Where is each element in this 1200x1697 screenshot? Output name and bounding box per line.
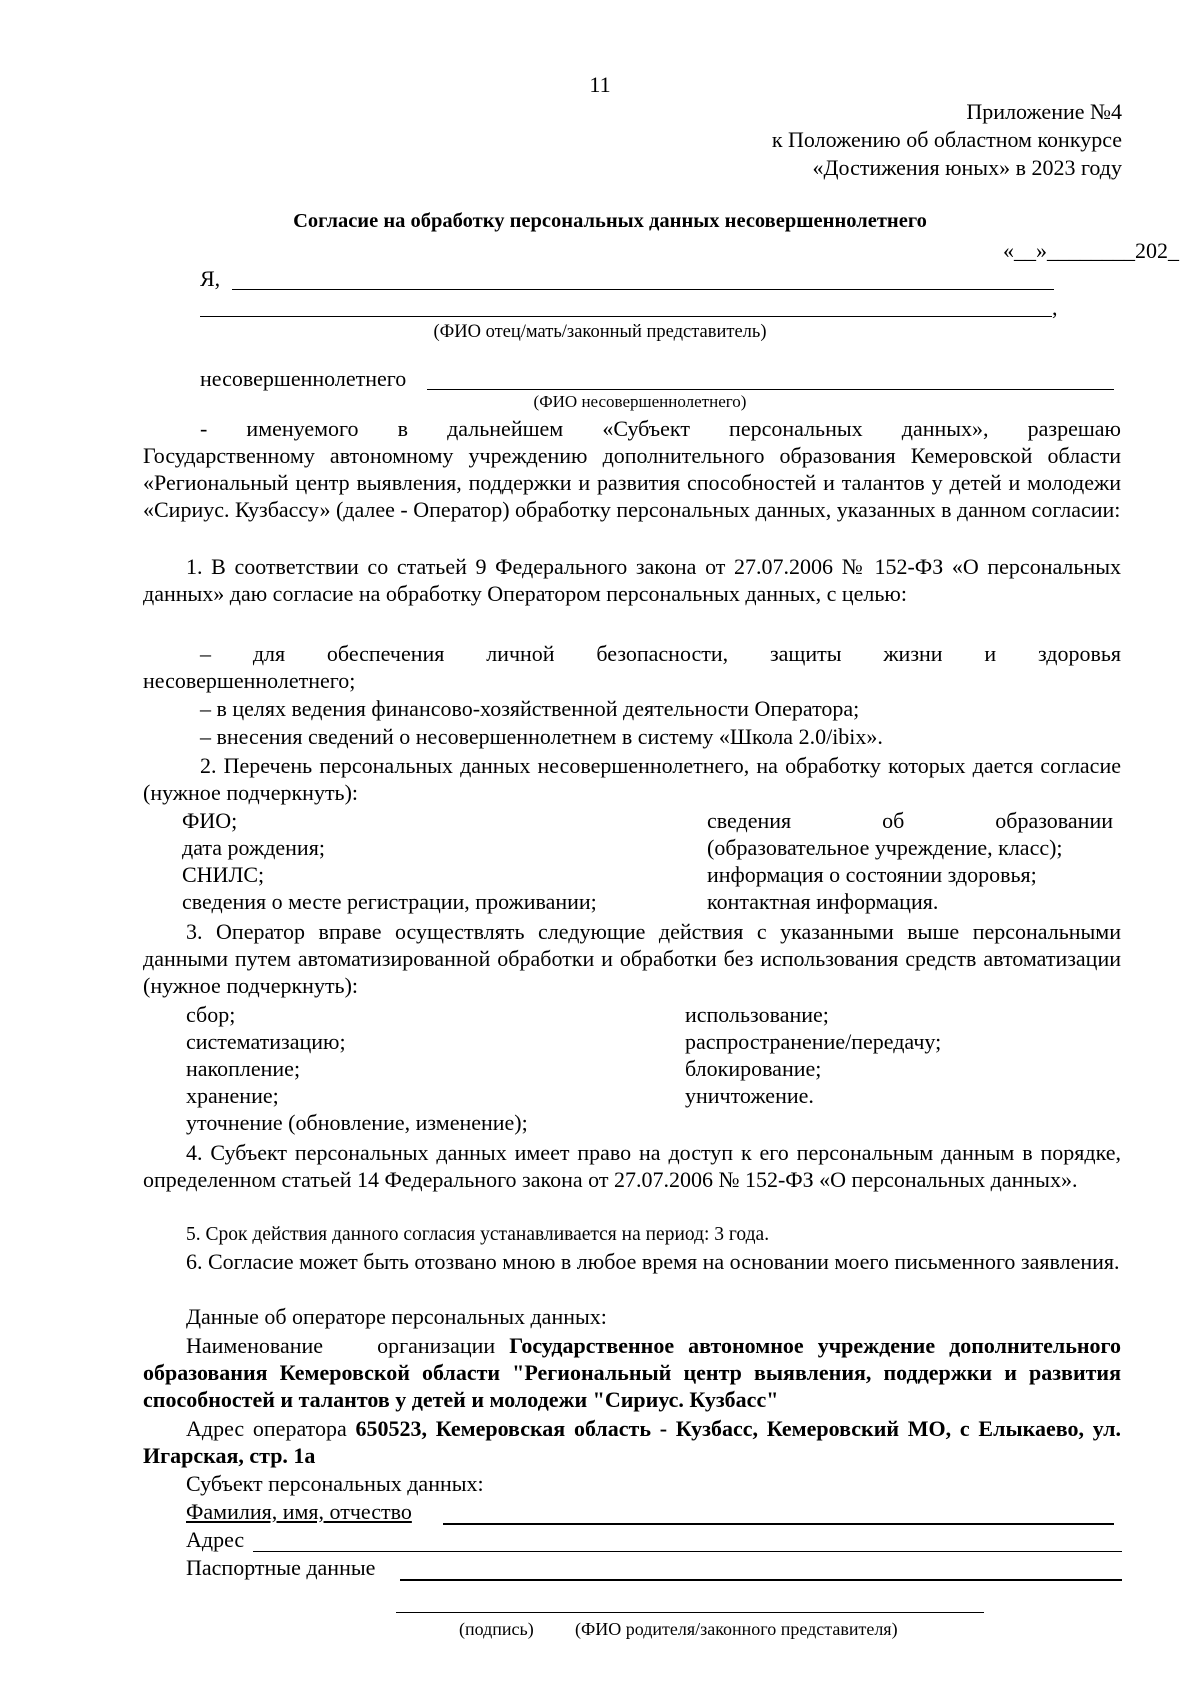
- operator-address: [143, 1415, 1121, 1469]
- data-snils[interactable]: СНИЛС;: [182, 862, 265, 887]
- item-1: 1. В соответствии со статьей 9 Федерального закона от 27.07.2006 № 152-ФЗ «О персональных данных» даю согласие на обработку Оператором персональных данных, с целью:: [143, 554, 1121, 606]
- page-number: 11: [589, 72, 611, 97]
- purpose-1-cont: несовершеннолетнего;: [143, 668, 356, 693]
- subject-passport-line[interactable]: [400, 1579, 1122, 1581]
- comma: ,: [1052, 295, 1058, 320]
- action-destroy[interactable]: уничтожение.: [685, 1083, 814, 1108]
- subject-heading: Субъект персональных данных:: [186, 1471, 484, 1496]
- operator-name: [143, 1332, 1121, 1413]
- minor-caption: (ФИО несовершеннолетнего): [533, 392, 747, 411]
- action-transfer[interactable]: распространение/передачу;: [685, 1029, 942, 1054]
- data-contacts[interactable]: контактная информация.: [707, 889, 939, 914]
- subject-passport-label: Паспортные данные: [186, 1555, 376, 1580]
- item-3: 3. Оператор вправе осуществлять следующие действия с указанными выше персональными данными путем автоматизированной обработки и обработки без использования средств автоматизации (нужное подчеркнуть):: [143, 919, 1121, 998]
- data-education-detail[interactable]: (образовательное учреждение, класс);: [707, 835, 1063, 860]
- appendix-reference: к Положению об областном конкурсе: [771, 127, 1122, 152]
- operator-heading: Данные об операторе персональных данных:: [186, 1304, 607, 1329]
- date-field[interactable]: «__»________202_: [1003, 238, 1179, 263]
- purpose-2: – в целях ведения финансово-хозяйственной деятельности Оператора;: [200, 696, 860, 721]
- minor-label: несовершеннолетнего: [200, 366, 407, 391]
- intro-line-1: - именуемого в дальнейшем «Субъект персональных данных», разрешаю: [200, 416, 1121, 441]
- action-collect[interactable]: сбор;: [186, 1002, 236, 1027]
- data-education[interactable]: сведения об образовании: [707, 808, 1113, 833]
- action-use[interactable]: использование;: [685, 1002, 829, 1027]
- data-registration[interactable]: сведения о месте регистрации, проживании;: [182, 889, 597, 914]
- action-accumulate[interactable]: накопление;: [186, 1056, 301, 1081]
- action-store[interactable]: хранение;: [186, 1083, 279, 1108]
- operator-address-value: 650523, Кемеровская область - Кузбасс, Кемеровский МО, с Елыкаево, ул. Игарская, стр. 1а: [143, 1416, 1121, 1468]
- purpose-3: – внесения сведений о несовершеннолетнем в систему «Школа 2.0/ibix».: [200, 724, 883, 749]
- intro-paragraph: Государственному автономному учреждению дополнительного образования Кемеровской области «Региональный центр выявления, поддержки и развития способностей и талантов у детей и молодежи «Сириус. Кузбассу» (далее - Оператор) обработку персональных данных, указанных в данном согласии:: [143, 443, 1121, 522]
- action-block[interactable]: блокирование;: [685, 1056, 822, 1081]
- item-2: 2. Перечень персональных данных несовершеннолетнего, на обработку которых дается согласие (нужное подчеркнуть):: [143, 753, 1121, 805]
- parent-name-line-2[interactable]: [200, 316, 1052, 317]
- subject-fio-line[interactable]: [443, 1523, 1114, 1525]
- item-6: 6. Согласие может быть отозвано мною в любое время на основании моего письменного заявления.: [186, 1249, 1120, 1274]
- action-update[interactable]: уточнение (обновление, изменение);: [186, 1110, 528, 1135]
- appendix-contest: «Достижения юных» в 2023 году: [812, 155, 1122, 180]
- document-title: Согласие на обработку персональных данных несовершеннолетнего: [293, 210, 927, 232]
- minor-name-line[interactable]: [427, 389, 1114, 390]
- subject-fio-label: Фамилия, имя, отчество: [186, 1499, 412, 1524]
- operator-name-value: Государственное автономное учреждение дополнительного образования Кемеровской области "Региональный центр выявления, поддержки и развития способностей и талантов у детей и молодежи "Сириус. Кузбасс": [143, 1333, 1122, 1412]
- subject-address-label: Адрес: [186, 1527, 245, 1552]
- signature-caption: (подпись): [459, 1619, 534, 1639]
- data-birthdate[interactable]: дата рождения;: [182, 835, 325, 860]
- data-fio[interactable]: ФИО;: [182, 808, 238, 833]
- i-label: Я,: [200, 266, 221, 291]
- parent-name-line-1[interactable]: [232, 289, 1054, 290]
- appendix-label: Приложение №4: [966, 99, 1122, 124]
- signature-line[interactable]: [396, 1612, 984, 1613]
- action-systematize[interactable]: систематизацию;: [186, 1029, 346, 1054]
- parent-caption: (ФИО отец/мать/законный представитель): [433, 322, 767, 342]
- signature-name-caption: (ФИО родителя/законного представителя): [575, 1619, 898, 1639]
- operator-name-label: Наименование организации: [186, 1333, 496, 1358]
- item-4: 4. Субъект персональных данных имеет право на доступ к его персональным данным в порядке, определенном статьей 14 Федерального закона от 27.07.2006 № 152-ФЗ «О персональных данных».: [143, 1140, 1121, 1192]
- item-5: 5. Срок действия данного согласия устанавливается на период: 3 года.: [186, 1224, 770, 1245]
- subject-address-line[interactable]: [253, 1551, 1122, 1552]
- operator-address-label: Адрес оператора: [186, 1416, 347, 1441]
- purpose-1: – для обеспечения личной безопасности, защиты жизни и здоровья: [200, 641, 1121, 666]
- data-health[interactable]: информация о состоянии здоровья;: [707, 862, 1037, 887]
